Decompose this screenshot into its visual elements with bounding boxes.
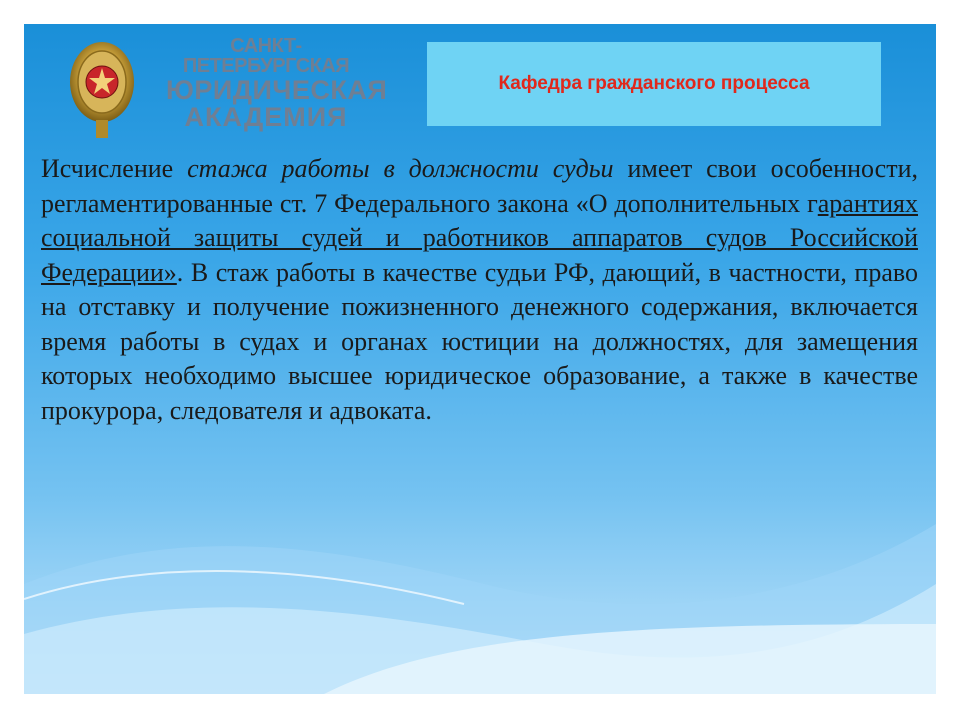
slide xyxy=(24,24,936,694)
text-italic-term: стажа работы в должности судьи xyxy=(187,154,614,183)
department-title: Кафедра гражданского процесса xyxy=(498,73,810,94)
academy-name-line1: САНКТ-ПЕТЕРБУРГСКАЯ xyxy=(182,35,350,78)
academy-name-line3: АКАДЕМИЯ xyxy=(184,102,348,133)
text-part-3: имеет свои особенности, регламентированные ст. 7 Федерального закона «О дополнительных г xyxy=(41,154,918,218)
academy-name xyxy=(166,35,388,133)
text-part-5: . В стаж работы в качестве судьи РФ, дающий, в частности, право на отставку и получение пожизненного денежного содержания, включается время работы в судах и органах юстиции на должностях, для замещения которых необходимо высшее юридическое образование, а также в качестве прокурора, следователя и адвоката. xyxy=(41,257,918,426)
law-title-underlined: арантиях социальной защиты судей и работников аппаратов судов Российской Федерации» xyxy=(41,188,918,287)
department-banner xyxy=(427,42,881,126)
academy-emblem-icon xyxy=(66,34,138,144)
text-part-1: Исчисление xyxy=(41,154,188,183)
academy-name-line2: ЮРИДИЧЕСКАЯ xyxy=(166,74,388,105)
main-paragraph xyxy=(41,152,918,429)
